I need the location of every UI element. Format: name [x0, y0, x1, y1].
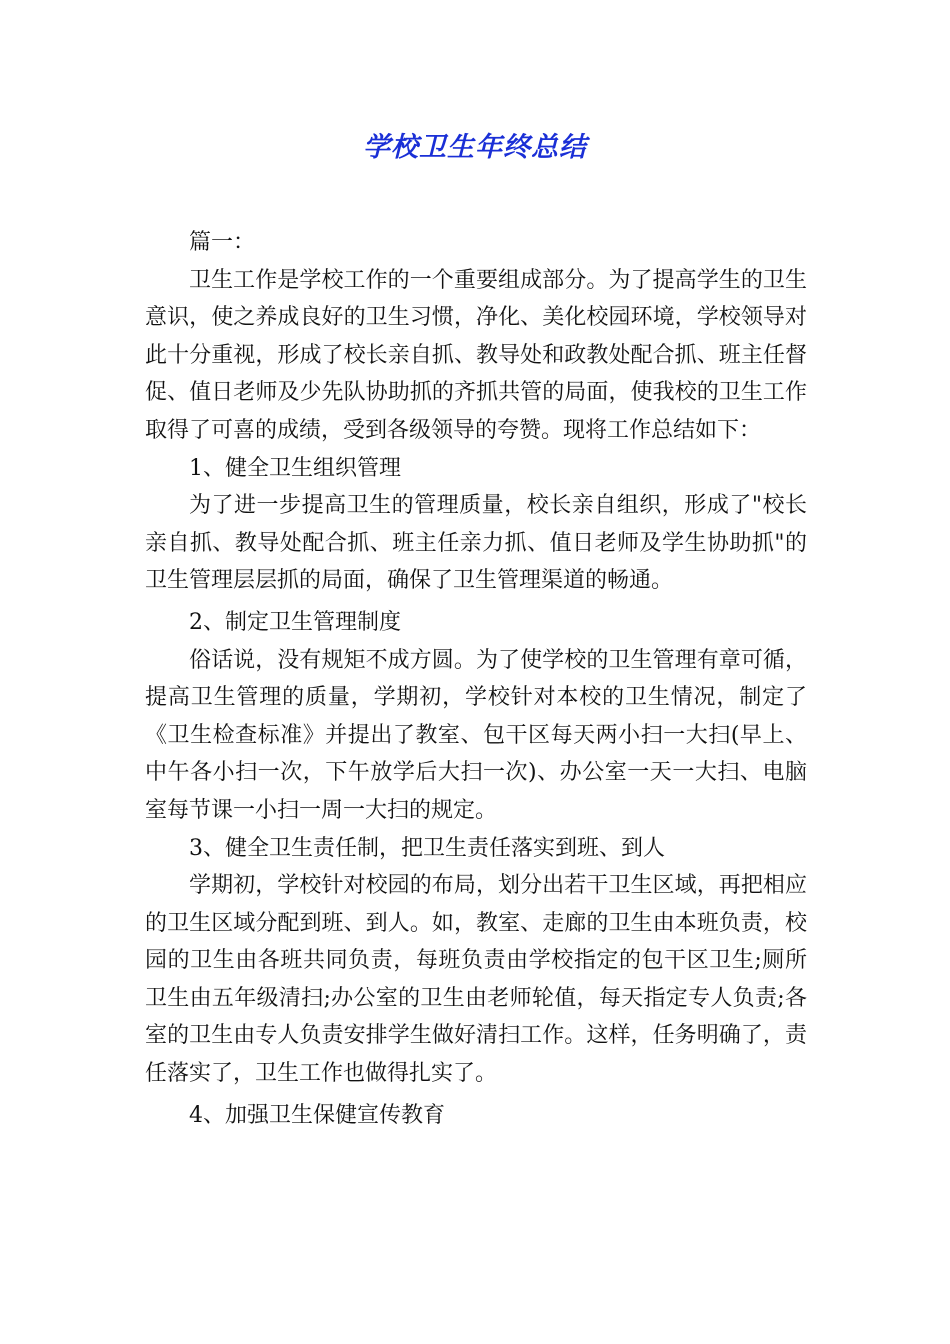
heading-4: 4、加强卫生保健宣传教育	[189, 1102, 445, 1128]
intro-paragraph: 卫生工作是学校工作的一个重要组成部分。为了提高学生的卫生意识，使之养成良好的卫生习惯，净化、美化校园环境，学校领导对此十分重视，形成了校长亲自抓、教导处和政教处配合抓、班主任督促、值日老师及少先队协助抓的齐抓共管的局面，使我校的卫生工作取得了可喜的成绩，受到各级领导的夸赞。现将工作总结如下：	[145, 267, 807, 443]
document-body	[145, 224, 807, 1134]
heading-1: 1、健全卫生组织管理	[189, 455, 401, 481]
heading-2: 2、制定卫生管理制度	[189, 609, 401, 635]
section-label: 篇一：	[189, 230, 256, 255]
paragraph-2: 俗话说，没有规矩不成方圆。为了使学校的卫生管理有章可循，提高卫生管理的质量，学期初，学校针对本校的卫生情况，制定了《卫生检查标准》并提出了教室、包干区每天两小扫一大扫(早上、中午各小扫一次，下午放学后大扫一次)、办公室一天一大扫、电脑室每节课一小扫一周一大扫的规定。	[145, 647, 807, 823]
heading-3: 3、健全卫生责任制，把卫生责任落实到班、到人	[189, 835, 665, 861]
paragraph-1: 为了进一步提高卫生的管理质量，校长亲自组织，形成了"校长亲自抓、教导处配合抓、班主任亲力抓、值日老师及学生协助抓"的卫生管理层层抓的局面，确保了卫生管理渠道的畅通。	[145, 493, 807, 594]
paragraph-3: 学期初，学校针对校园的布局，划分出若干卫生区域，再把相应的卫生区域分配到班、到人。如，教室、走廊的卫生由本班负责，校园的卫生由各班共同负责，每班负责由学校指定的包干区卫生;厕所卫生由五年级清扫;办公室的卫生由老师轮值，每天指定专人负责;各室的卫生由专人负责安排学生做好清扫工作。这样，任务明确了，责任落实了，卫生工作也做得扎实了。	[145, 873, 807, 1087]
document-title: 学校卫生年终总结	[363, 132, 587, 163]
